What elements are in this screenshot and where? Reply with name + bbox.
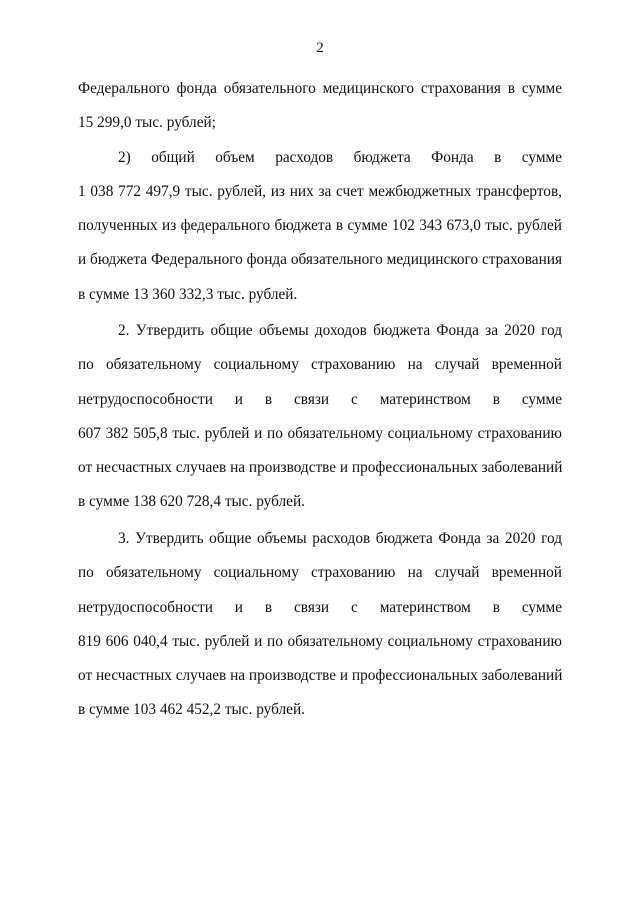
text-line: по обязательному социальному страхованию на случай временной [78,564,562,581]
text-line: от несчастных случаев на производстве и профессиональных заболеваний [78,667,563,684]
text-line: нетрудоспособности и в связи с материнством в сумме [78,599,562,616]
text-line: в сумме 138 620 728,4 тыс. рублей. [78,493,305,510]
page-number: 2 [316,40,324,56]
text-line: 2) общий объем расходов бюджета Фонда в сумме [118,149,562,166]
text-line: 3. Утвердить общие объемы расходов бюджета Фонда за 2020 год [118,530,562,547]
text-line: нетрудоспособности и в связи с материнством в сумме [78,391,562,408]
text-line: Федерального фонда обязательного медицинского страхования в сумме [78,80,562,97]
text-line: в сумме 103 462 452,2 тыс. рублей. [78,701,305,718]
text-line: в сумме 13 360 332,3 тыс. рублей. [78,286,298,303]
text-line: от несчастных случаев на производстве и профессиональных заболеваний [78,459,563,476]
text-line: 1 038 772 497,9 тыс. рублей, из них за счет межбюджетных трансфертов, [78,183,562,200]
text-line: 607 382 505,8 тыс. рублей и по обязательному социальному страхованию [78,425,562,442]
text-line: 819 606 040,4 тыс. рублей и по обязательному социальному страхованию [78,633,562,650]
text-line: и бюджета Федерального фонда обязательного медицинского страхования [78,251,562,268]
text-line: 15 299,0 тыс. рублей; [78,114,216,131]
text-line: по обязательному социальному страхованию на случай временной [78,356,562,373]
text-line: полученных из федерального бюджета в сумме 102 343 673,0 тыс. рублей [78,217,562,234]
text-line: 2. Утвердить общие объемы доходов бюджета Фонда за 2020 год [118,322,562,339]
